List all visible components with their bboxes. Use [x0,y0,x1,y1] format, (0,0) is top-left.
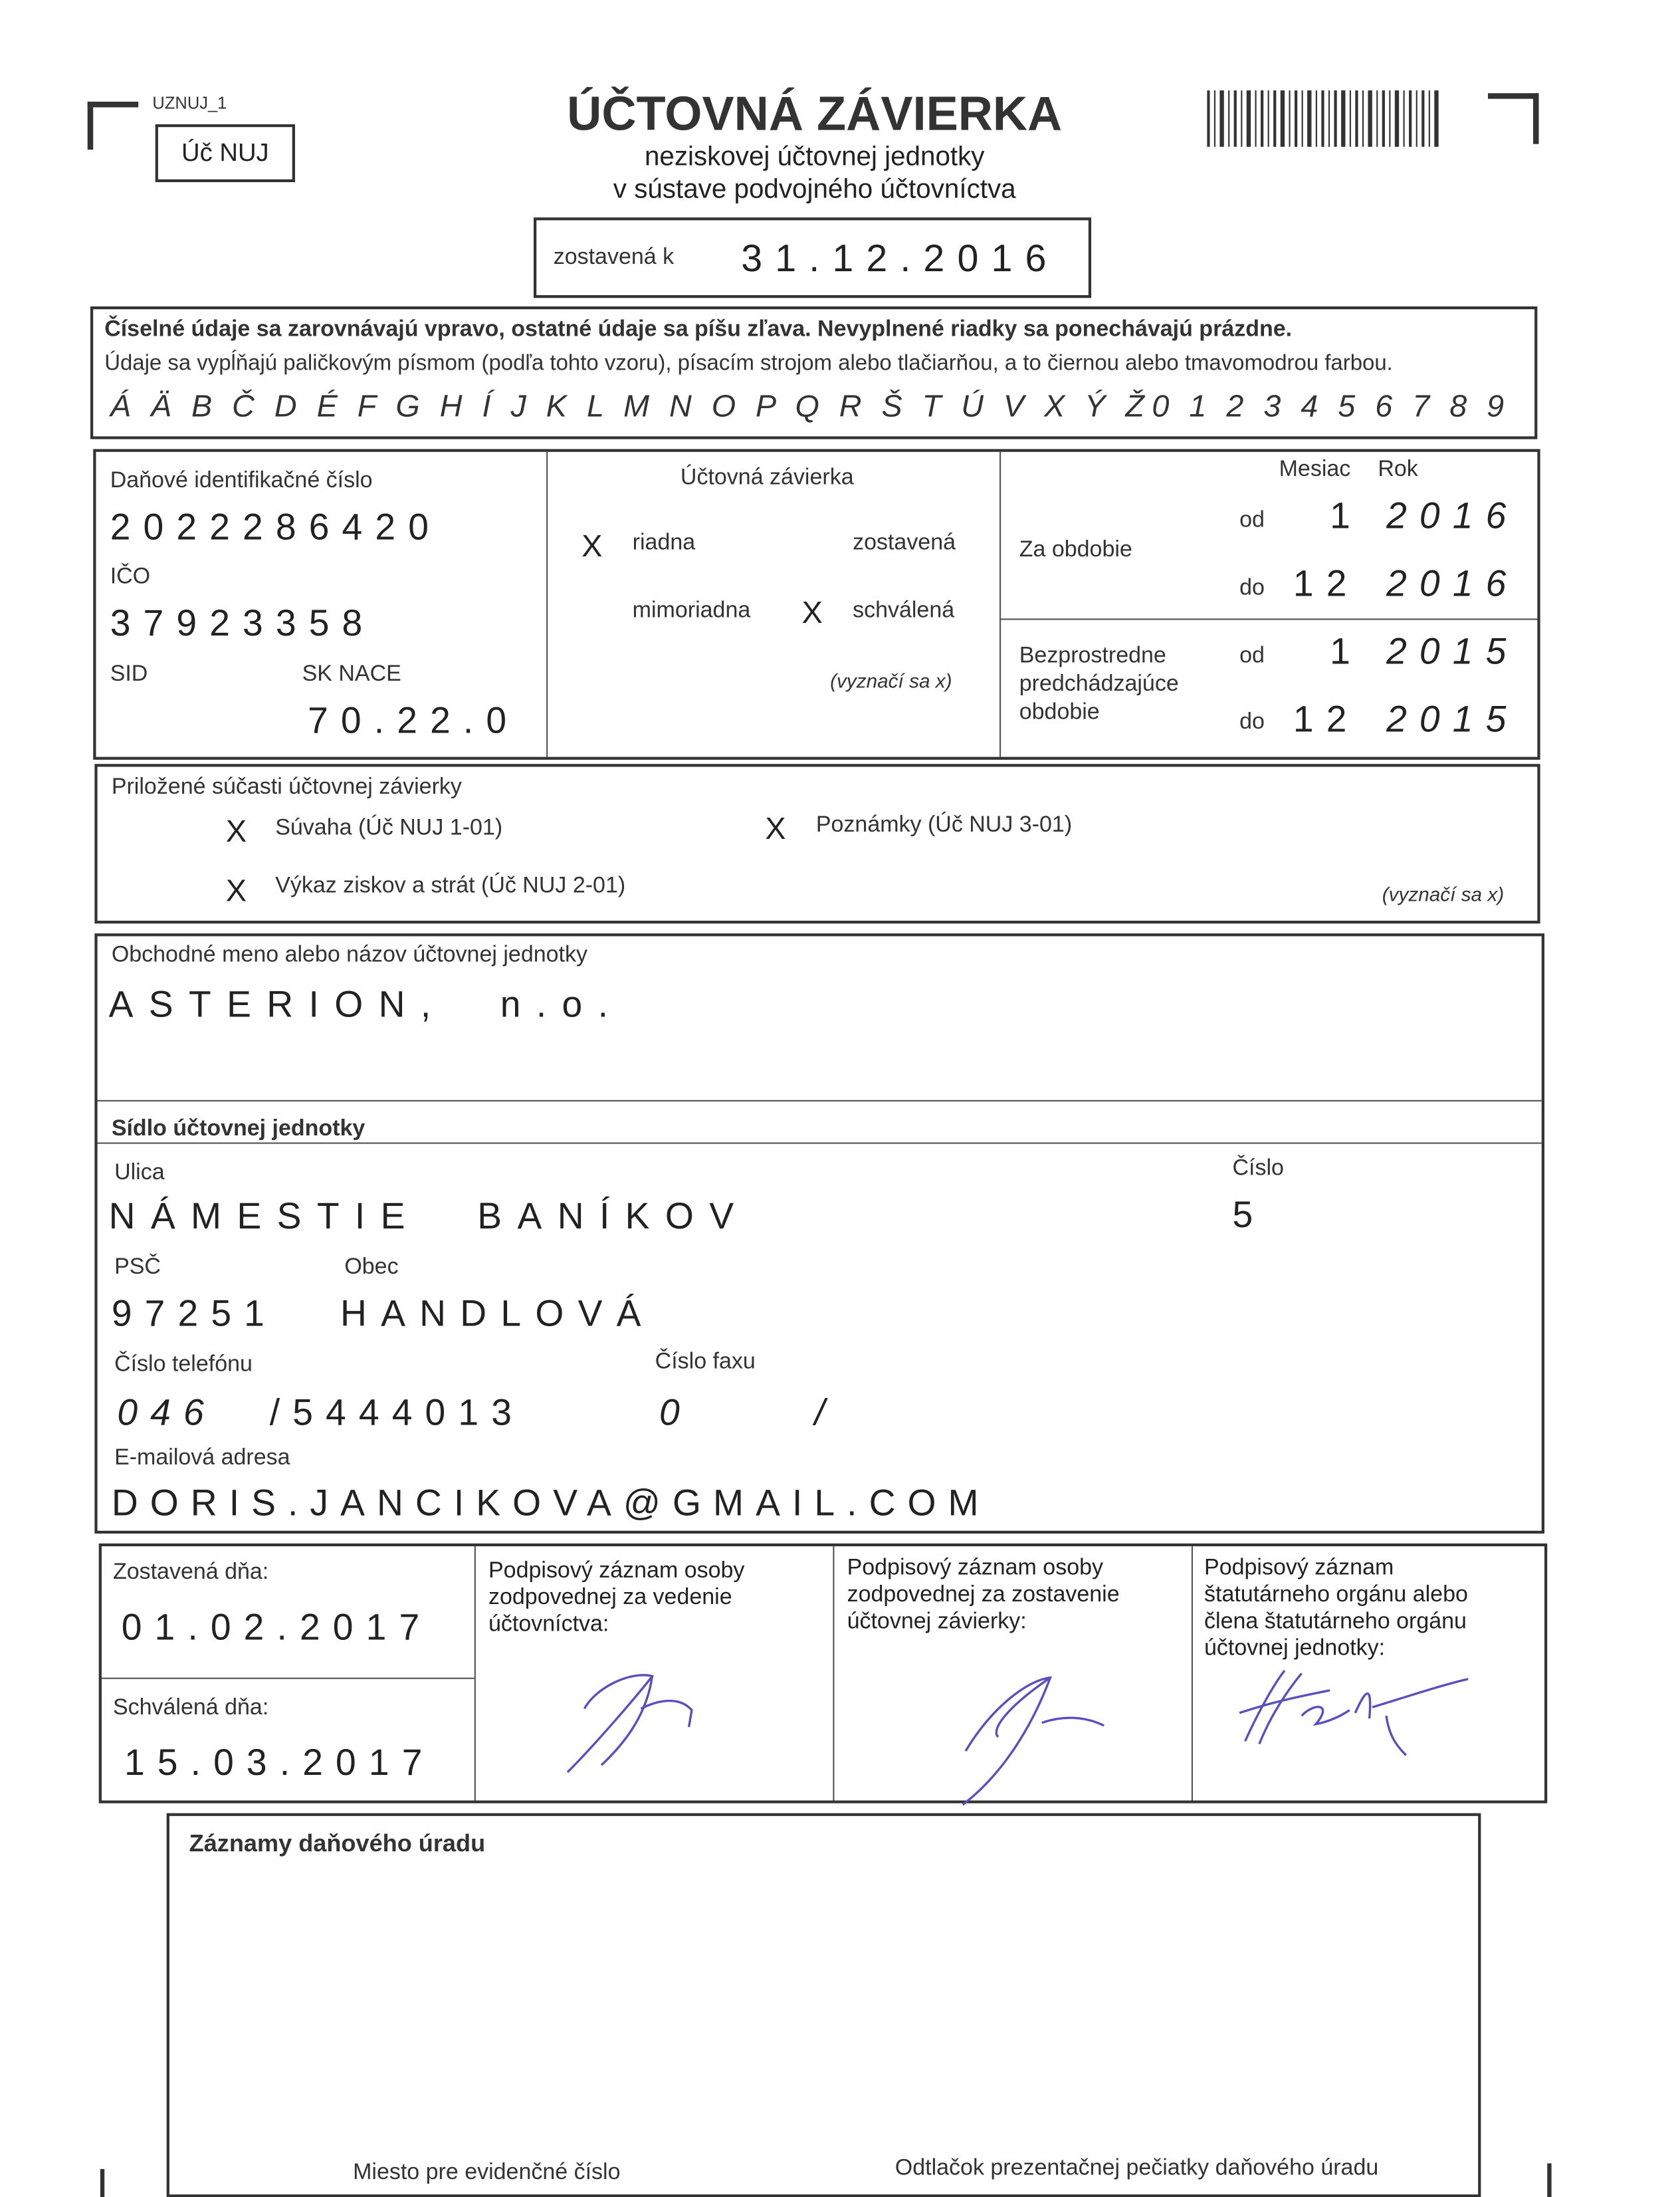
corner-mark [88,102,138,107]
phone-prefix[interactable]: 046 [117,1391,217,1434]
street-value[interactable]: NÁMESTIE BANÍKOV [108,1195,750,1237]
sig3-label: Podpisový záznam štatutárneho orgánu alebo člena štatutárneho orgánu účtovnej jednotky: [1204,1556,1468,1661]
sample-letters: Á Ä B Č D É F G H Í J K L M N O P Q R Š T Ú V X Ý Ž [110,388,1148,424]
current-to-month[interactable]: 12 [1293,562,1360,605]
riadna-label: riadna [632,530,696,555]
ico-value[interactable]: 37923358 [110,601,375,644]
signature-2 [949,1667,1118,1807]
signature-3 [1231,1659,1485,1772]
note: (vyznačí sa x) [1382,882,1505,905]
signature-1 [554,1659,709,1786]
previous-period-label: predchádzajúce [1019,672,1179,697]
mimoriadna-label: mimoriadna [632,598,751,623]
previous-from-month[interactable]: 1 [1330,630,1363,673]
zostavena-label: zostavená [853,530,956,555]
fax-number[interactable]: / [814,1391,838,1434]
sample-digits: 0 1 2 3 4 5 6 7 8 9 [1152,388,1507,424]
od-label: od [1239,508,1265,532]
signatures-box [99,1544,1548,1803]
attachment-label: Výkaz ziskov a strát (Úč NUJ 2-01) [275,873,626,899]
attachment-label: Poznámky (Úč NUJ 3-01) [815,813,1073,838]
corner-mark [88,102,93,150]
previous-period-label: obdobie [1019,700,1100,725]
corner-mark [100,2169,104,2197]
previous-period-label: Bezprostredne [1019,643,1166,668]
do-label: do [1239,710,1265,735]
identification-box [93,449,1540,760]
subtitle: neziskovej účtovnej jednotky [644,142,985,173]
date-label: zostavená k [553,245,675,270]
od-label: od [1239,643,1265,668]
corner-mark [1547,2163,1551,2197]
schvalena-checkbox[interactable]: X [801,594,823,630]
previous-to-month[interactable]: 12 [1293,697,1360,741]
approved-label: Schválená dňa: [112,1696,269,1720]
attachment-label: Súvaha (Úč NUJ 1-01) [275,816,503,840]
fax-label: Číslo faxu [655,1349,756,1374]
barcode [1207,90,1444,147]
sig2-label: Podpisový záznam osoby zodpovednej za zostavenie účtovnej závierky: [847,1556,1120,1634]
form-type-box: Úč NUJ [156,124,295,182]
email-value[interactable]: DORIS.JANCIKOVA@GMAIL.COM [111,1481,991,1524]
city-value[interactable]: HANDLOVÁ [340,1292,655,1335]
instruction-line: Číselné údaje sa zarovnávajú vpravo, ostatné údaje sa píšu zľava. Nevyplnené riadky sa ponechávajú prázdne. [104,317,1293,342]
evidence-number-label: Miesto pre evidenčné číslo [353,2160,621,2185]
rok-label: Rok [1378,457,1418,482]
entity-box [94,933,1544,1534]
psc-value[interactable]: 97251 [111,1292,278,1335]
approved-value[interactable]: 15.03.2017 [124,1741,435,1784]
sig1-label: Podpisový záznam osoby zodpovednej za vedenie účtovníctva: [488,1559,745,1637]
note: (vyznačí sa x) [830,669,952,692]
date-box [534,217,1091,298]
dic-value[interactable]: 2022286420 [110,505,442,548]
previous-to-year[interactable]: 2015 [1386,697,1519,741]
form-code: UZNUJ_1 [152,93,227,113]
email-label: E-mailová adresa [114,1446,290,1470]
stamp-label: Odtlačok prezentačnej pečiatky daňového úradu [894,2156,1379,2180]
dic-label: Daňové identifikačné číslo [110,469,373,493]
mesiac-label: Mesiac [1279,457,1351,482]
corner-mark [1533,93,1538,144]
compiled-value[interactable]: 01.02.2017 [121,1605,433,1649]
sknace-label: SK NACE [302,662,401,687]
current-to-year[interactable]: 2016 [1386,562,1519,605]
instruction-line: Údaje sa vypĺňajú paličkovým písmom (podľa tohto vzoru), písacím strojom alebo tlačiarňou, a to čiernou alebo tmavomodrou farbou. [104,351,1393,376]
phone-label: Číslo telefónu [114,1353,253,1377]
do-label: do [1239,576,1265,600]
seat-heading: Sídlo účtovnej jednotky [111,1117,366,1141]
compiled-label: Zostavená dňa: [112,1560,269,1585]
tax-office-box [167,1813,1481,2197]
psc-label: PSČ [114,1255,161,1280]
previous-from-year[interactable]: 2015 [1386,630,1519,673]
current-from-month[interactable]: 1 [1330,494,1363,537]
number-label: Číslo [1232,1156,1284,1181]
riadna-checkbox[interactable]: X [581,528,603,564]
number-value[interactable]: 5 [1232,1193,1266,1236]
fax-prefix[interactable]: 0 [659,1391,692,1434]
current-from-year[interactable]: 2016 [1386,494,1519,537]
attachment-checkbox[interactable]: X [225,872,247,908]
instructions-box [90,306,1537,439]
current-period-label: Za obdobie [1019,538,1132,562]
statement-type-heading: Účtovná závierka [680,466,854,491]
ico-label: IČO [110,564,151,589]
attachments-heading: Priložené súčasti účtovnej závierky [111,775,462,800]
attachments-box [94,764,1540,923]
name-value[interactable]: ASTERION, n.o. [108,983,624,1026]
schvalena-label: schválená [853,598,955,623]
sknace-value[interactable]: 70.22.0 [308,699,520,742]
tax-office-heading: Záznamy daňového úradu [189,1830,486,1857]
page-title: ÚČTOVNÁ ZÁVIERKA [567,87,1063,142]
corner-mark [1488,93,1538,98]
phone-number[interactable]: /5444013 [269,1391,525,1434]
attachment-checkbox[interactable]: X [765,810,786,846]
attachment-checkbox[interactable]: X [225,813,247,849]
city-label: Obec [344,1255,399,1280]
date-value[interactable]: 31.12.2016 [741,237,1059,280]
street-label: Ulica [114,1161,165,1185]
sid-label: SID [110,662,148,687]
subtitle: v sústave podvojného účtovníctva [613,175,1016,205]
name-label: Obchodné meno alebo názov účtovnej jednotky [111,943,587,968]
